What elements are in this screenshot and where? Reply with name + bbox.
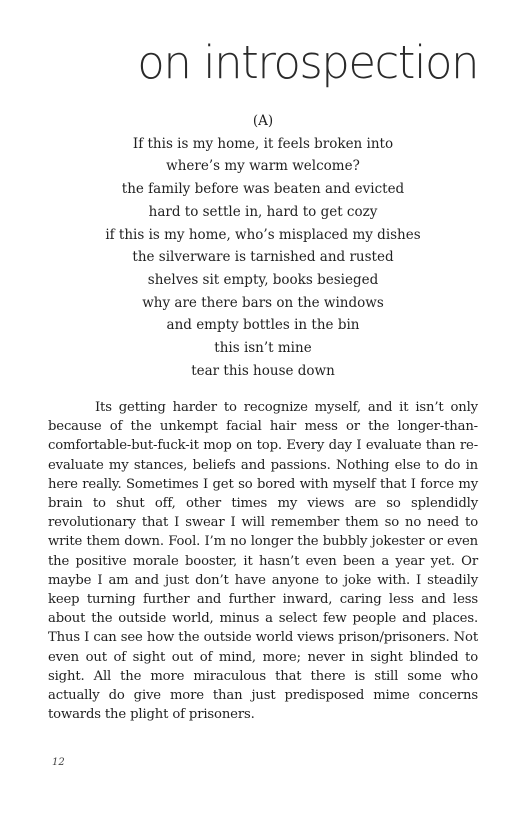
poem-line: the family before was beaten and evicted xyxy=(121,181,405,198)
poem-heading: (A) xyxy=(252,113,274,129)
page-number: 12 xyxy=(52,757,65,768)
poem-line: and empty bottles in the bin xyxy=(166,317,360,334)
poem-line: if this is my home, who’s misplaced my dishes xyxy=(105,226,421,243)
poem-line: why are there bars on the windows xyxy=(142,294,384,311)
poem-line: where’s my warm welcome? xyxy=(166,158,360,175)
poem-line: tear this house down xyxy=(191,362,335,379)
page-title: on introspection xyxy=(137,36,478,89)
poem-line: hard to settle in, hard to get cozy xyxy=(148,203,378,220)
poem xyxy=(48,110,478,382)
poem-line: If this is my home, it feels broken into xyxy=(132,135,394,152)
poem-line: the silverware is tarnished and rusted xyxy=(132,249,394,266)
poem-line: this isn’t mine xyxy=(214,340,312,357)
poem-line: shelves sit empty, books besieged xyxy=(147,271,379,288)
body-paragraph: Its getting harder to recognize myself, and it isn’t only because of the unkempt facial hair mess or the longer-than-comfortable-but-fuck-it mop on top. Every day I evaluate than re-evaluate my stances, beliefs and passions. Nothing else to do in here really. Sometimes I get so bored with myself that I force my brain to shut off, other times my views are so splendidly revolutionary that I swear I will remember them so no need to write them down. Fool. I’m no longer the bubbly jokester or even the positive morale booster, it hasn’t even been a year yet. Or maybe I am and just don’t have anyone to joke with. I steadily keep turning further and further inward, caring less and less about the outside world, minus a select few people and places. Thus I can see how the outside world views prison/prisoners. Not even out of sight out of mind, more; never in sight blinded to sight. All the more miraculous that there is still some who actually do give more than just predisposed mime concerns towards the plight of prisoners. xyxy=(48,400,478,723)
